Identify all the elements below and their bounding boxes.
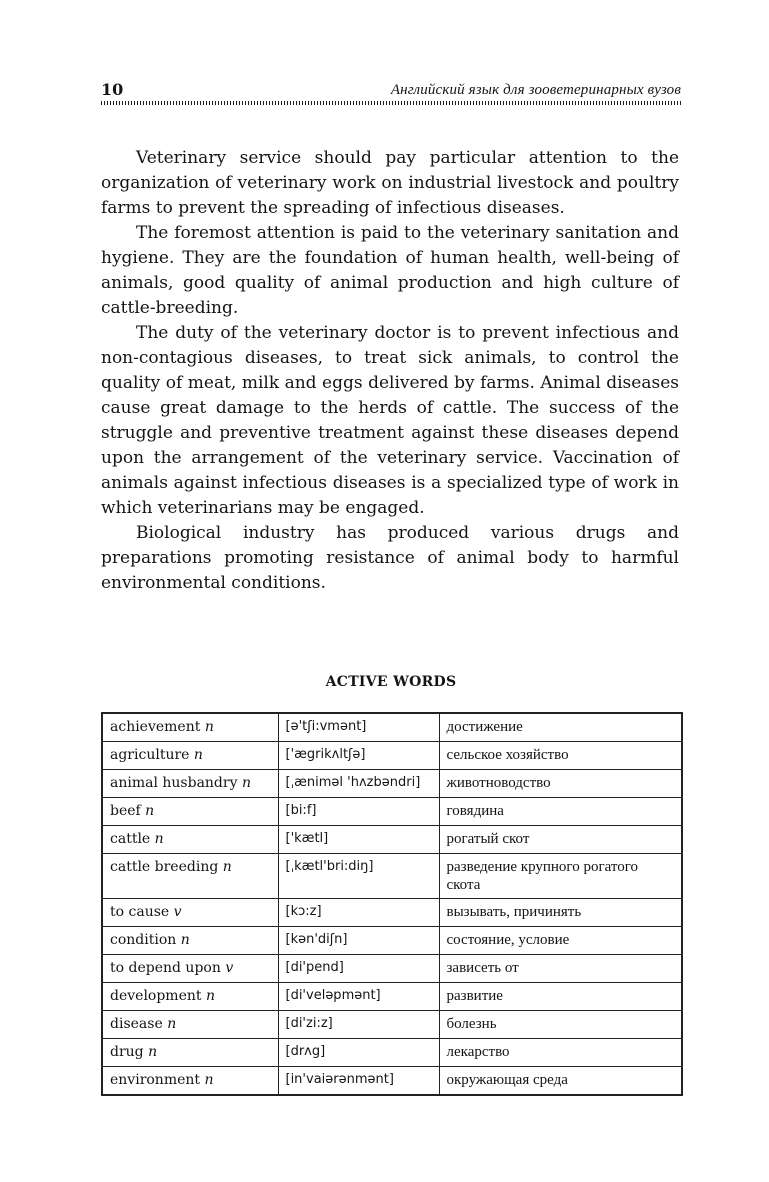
paragraph: Biological industry has produced various drugs and preparations promoting resistance of animal body to harmful environmental conditions. <box>101 523 679 593</box>
transcription: [bi:f] <box>278 798 439 826</box>
transcription: [drʌg] <box>278 1039 439 1067</box>
part-of-speech: v <box>225 960 234 976</box>
header-rule <box>101 101 681 105</box>
transcription: [kәn'diʃn] <box>278 927 439 955</box>
word: agriculture <box>110 747 190 763</box>
translation: рогатый скот <box>439 826 682 854</box>
word-cell <box>102 798 278 826</box>
table-row <box>102 1067 682 1096</box>
word-cell <box>102 1011 278 1039</box>
translation: вызывать, причинять <box>439 899 682 927</box>
part-of-speech: n <box>167 1016 177 1032</box>
translation: развитие <box>439 983 682 1011</box>
part-of-speech: n <box>204 719 214 735</box>
transcription: [ˌkætl'bri:diŋ] <box>278 854 439 899</box>
transcription: [ˌænimәl 'hʌzbәndri] <box>278 770 439 798</box>
part-of-speech: n <box>204 1072 214 1088</box>
part-of-speech: n <box>222 859 232 875</box>
translation: болезнь <box>439 1011 682 1039</box>
vocabulary-table <box>101 712 683 1096</box>
word: animal husbandry <box>110 775 238 791</box>
transcription: [di'zi:z] <box>278 1011 439 1039</box>
table-row <box>102 713 682 742</box>
part-of-speech: n <box>205 988 215 1004</box>
table-row <box>102 826 682 854</box>
word-cell <box>102 742 278 770</box>
part-of-speech: n <box>145 803 155 819</box>
word: cattle <box>110 831 151 847</box>
translation: достижение <box>439 713 682 742</box>
part-of-speech: n <box>154 831 164 847</box>
transcription: [di'velәpmәnt] <box>278 983 439 1011</box>
running-title: Английский язык для зооветеринарных вузов <box>390 82 681 98</box>
table-row <box>102 1011 682 1039</box>
part-of-speech: n <box>241 775 251 791</box>
part-of-speech: v <box>173 904 182 920</box>
translation: животноводство <box>439 770 682 798</box>
table-row <box>102 927 682 955</box>
table-row <box>102 1039 682 1067</box>
transcription: [ə'tʃi:vmənt] <box>278 713 439 742</box>
word: drug <box>110 1044 144 1060</box>
word: beef <box>110 803 141 819</box>
transcription: [in'vaiәrәnmәnt] <box>278 1067 439 1096</box>
translation: лекарство <box>439 1039 682 1067</box>
word: development <box>110 988 202 1004</box>
part-of-speech: n <box>193 747 203 763</box>
table-row <box>102 798 682 826</box>
paragraph: Veterinary service should pay particular attention to the organization of veterinary work on industrial livestock and poultry farms to prevent the spreading of infectious diseases. <box>101 148 679 218</box>
word: to depend upon <box>110 960 221 976</box>
word-cell <box>102 1067 278 1096</box>
table-row <box>102 955 682 983</box>
translation: зависеть от <box>439 955 682 983</box>
word-cell <box>102 854 278 899</box>
translation: состояние, условие <box>439 927 682 955</box>
part-of-speech: n <box>148 1044 158 1060</box>
page-number: 10 <box>101 80 124 99</box>
paragraph: The duty of the veterinary doctor is to prevent infectious and non-contagious diseases, to treat sick animals, to control the quality of meat, milk and eggs delivered by farms. Animal diseases cause great damage to the herds of cattle. The success of the struggle and preventive treatment against these diseases depend upon the arrangement of the veterinary service. Vaccination of animals against infectious diseases is a specialized type of work in which veterinarians may be engaged. <box>101 323 679 518</box>
table-row <box>102 899 682 927</box>
word-cell <box>102 1039 278 1067</box>
translation: окружающая среда <box>439 1067 682 1096</box>
table-row <box>102 770 682 798</box>
word-cell <box>102 770 278 798</box>
translation: разведение крупного рогатого скота <box>439 854 682 899</box>
transcription: ['ægrikʌltʃə] <box>278 742 439 770</box>
word-cell <box>102 899 278 927</box>
word-cell <box>102 983 278 1011</box>
word-cell <box>102 955 278 983</box>
word-cell <box>102 826 278 854</box>
word: environment <box>110 1072 201 1088</box>
word: to cause <box>110 904 170 920</box>
transcription: [kɔ:z] <box>278 899 439 927</box>
word-cell <box>102 927 278 955</box>
transcription: [di'pend] <box>278 955 439 983</box>
part-of-speech: n <box>180 932 190 948</box>
transcription: ['kætl] <box>278 826 439 854</box>
table-row <box>102 742 682 770</box>
word: cattle breeding <box>110 859 219 875</box>
table-row <box>102 983 682 1011</box>
vocabulary-body <box>102 713 682 1095</box>
page-header <box>101 78 681 102</box>
word-cell <box>102 713 278 742</box>
table-row <box>102 854 682 899</box>
body-text <box>101 146 679 596</box>
word: achievement <box>110 719 201 735</box>
paragraph: The foremost attention is paid to the veterinary sanitation and hygiene. They are the foundation of human health, well-being of animals, good quality of animal production and high culture of cattle-breeding. <box>101 223 679 318</box>
word: condition <box>110 932 177 948</box>
section-title: ACTIVE WORDS <box>325 674 457 690</box>
translation: говядина <box>439 798 682 826</box>
translation: сельское хозяйство <box>439 742 682 770</box>
word: disease <box>110 1016 163 1032</box>
